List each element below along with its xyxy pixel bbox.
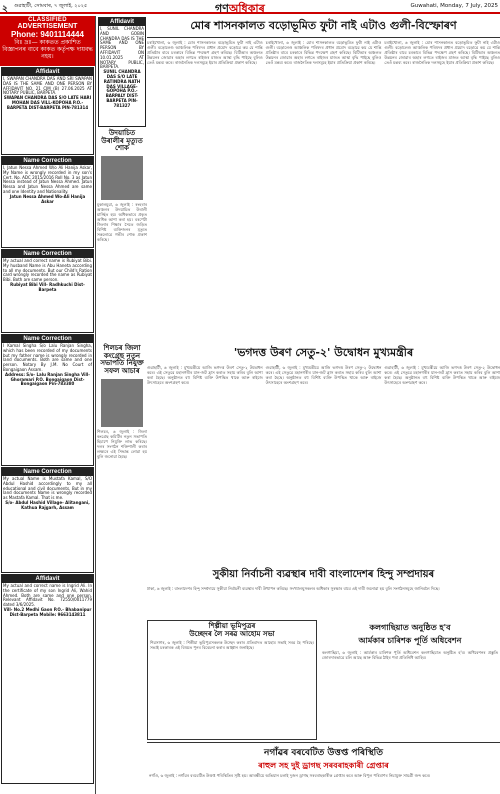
second-column [97, 16, 147, 579]
bangladesh-headline[interactable]: সুকীয়া নিৰ্বাচনী ব্যৱস্থাৰ দাবী বাংলাদেশৰ হিন্দু সম্প্ৰদায়ৰ [212, 569, 435, 580]
notice-box: Name Correction I Kamal Singha S/o Lalu Ranjan Singha, which has been recorded of my documents but my father name is wrongly recorded in land documents. Both are same and one person. Notary By J.M. No Court of Bongaigaon Assam. Address: S/o- Lalu Ranjan Singha Vill- Ghoramari P.O. Bongaigaon Dist-Bongaigaon Pin-783380 [1, 334, 94, 466]
date-left: গুৱাহাটী, সোমবাৰ, ৭ জুলাই, ২০২৫ [14, 3, 88, 9]
meeting-text: শিলচৰ, ৬ জুলাই : জিলা কংগ্ৰেছ কমিটিৰ নতুন সভাপতি হিচাপে নিযুক্তি লাভ কৰিছে। দলৰ সংগঠন শক্তিশালী কৰাৰ লক্ষ্যৰে এই সিদ্ধান্ত লোৱা হয় বুলি জনোৱা হৈছে। [97, 428, 147, 459]
newspaper-logo[interactable]: গণঅধিকাৰ [215, 3, 265, 15]
lead-headline[interactable]: মোৰ শাসনকালত বড়োভূমিত ফুটা নাই এটাও গুলী-বিস্ফোৰণ [147, 16, 500, 38]
classified-header: CLASSIFIED ADVERTISEMENT Phone: 9401114444 বিঃ দ্ৰঃ— কাকতত প্ৰকাশিত বিজ্ঞাপনৰ বাবে কাকত কৰ্তৃপক্ষ দায়বদ্ধ নহয়। [0, 16, 95, 66]
meeting-photo [101, 379, 143, 427]
classified-phone[interactable]: Phone: 9401114444 [11, 30, 84, 39]
notice-box: Affidavit I, SWAPAN CHANDRA DAS AND SRI SWAPAN DAS IS THE SAME AND ONE PERSON BY AFFIDAVIT NO. 21 CJM (B) 27.06.2025 AT NOTARY PUBLIC, BARPETA. SWAPAN CHANDRA DAS S/O LATE HARI MOHAN DAS VILL-KOPOHA P.O.-BARPETA DIST-BARPETA PIN-781314 [1, 67, 94, 155]
ahom-sabha-section: শিল্পীয়া ভূমিপুত্ৰৰ উচ্ছেদৰ লৈ সৰৱ আহোম সভা শিৱসাগৰ, ৬ জুলাই : শিল্পীয়া ভূমিপুত্ৰসকলক উচ্ছেদ কৰাৰ প্ৰতিবাদত আহোম সভাই সৰৱ হৈ পৰিছে। সভাই চৰকাৰক এই বিষয়ত পুনৰ বিবেচনা কৰাৰ আহ্বান জনাইছে। [147, 620, 317, 740]
obituary-photo [101, 156, 143, 200]
notice-box: Name Correction My actual and correct name is Rubiyat Bibi. My husband Name is Abu Haneta according to all my documents. But our Child's Ration card wrongly recorded the name as Rubiyat Bibi. Both are same person. Rubiyat Bibi Vill- Radhkuchi Dist- Barpeta [1, 249, 94, 333]
bridge-story: গুৱাহাটী, ৬ জুলাই : মুখ্যমন্ত্ৰীয়ে আজি ভগদত্ত উৰণ সেতু-২ উদ্বোধন কৰে। এই সেতুৱে মহানগৰীৰ যান-জট হ্ৰাস কৰাত সহায় কৰিব বুলি আশা কৰা হৈছে। অনুষ্ঠানত বহু বিশিষ্ট ব্যক্তি উপস্থিত থাকে আৰু ৰাইজে উৎসাহেৰে অংশগ্ৰহণ কৰে। গুৱাহাটী, ৬ জুলাই : মুখ্যমন্ত্ৰীয়ে আজি ভগদত্ত উৰণ সেতু-২ উদ্বোধন কৰে। এই সেতুৱে মহানগৰীৰ যান-জট হ্ৰাস কৰাত সহায় কৰিব বুলি আশা কৰা হৈছে। অনুষ্ঠানত বহু বিশিষ্ট ব্যক্তি উপস্থিত থাকে আৰু ৰাইজে উৎসাহেৰে অংশগ্ৰহণ কৰে। গুৱাহাটী, ৬ জুলাই : মুখ্যমন্ত্ৰীয়ে আজি ভগদত্ত উৰণ সেতু-২ উদ্বোধন কৰে। এই সেতুৱে মহানগৰীৰ যান-জট হ্ৰাস কৰাত সহায় কৰিব বুলি আশা কৰা হৈছে। অনুষ্ঠানত বহু বিশিষ্ট ব্যক্তি উপস্থিত থাকে আৰু ৰাইজে উৎসাহেৰে অংশগ্ৰহণ কৰে। [147, 365, 500, 385]
obituary-headline[interactable]: উদয়াচিত উৰালীৰ মৃত্যুত শোক [101, 129, 143, 153]
main-news-area [147, 16, 500, 616]
classified-column [0, 16, 96, 794]
lead-story: চৰাইখোলা, ৬ জুলাই : মোৰ শাসনকালত বড়োভূমিত ফুটা নাই এটাও গুলী। বড়োলেণ্ড আঞ্চলিক পৰিষদৰ প্ৰধান প্ৰমোদ বড়োৱে কয় যে শান্তি প্ৰতিষ্ঠাৰ বাবে চৰকাৰে বিভিন্ন পদক্ষেপ গ্ৰহণ কৰিছে। বিটিআৰ অঞ্চলত উন্নয়নৰ জোৱাৰ অহাৰ লগতে ৰাইজৰ মাজত আস্থা বৃদ্ধি পাইছে বুলিও তেওঁ মন্তব্য কৰে। ৰাজনৈতিক দলসমূহে ইয়াৰ প্ৰতিক্ৰিয়া প্ৰকাশ কৰিছে। চৰাইখোলা, ৬ জুলাই : মোৰ শাসনকালত বড়োভূমিত ফুটা নাই এটাও গুলী। বড়োলেণ্ড আঞ্চলিক পৰিষদৰ প্ৰধান প্ৰমোদ বড়োৱে কয় যে শান্তি প্ৰতিষ্ঠাৰ বাবে চৰকাৰে বিভিন্ন পদক্ষেপ গ্ৰহণ কৰিছে। বিটিআৰ অঞ্চলত উন্নয়নৰ জোৱাৰ অহাৰ লগতে ৰাইজৰ মাজত আস্থা বৃদ্ধি পাইছে বুলিও তেওঁ মন্তব্য কৰে। ৰাজনৈতিক দলসমূহে ইয়াৰ প্ৰতিক্ৰিয়া প্ৰকাশ কৰিছে। চৰাইখোলা, ৬ জুলাই : মোৰ শাসনকালত বড়োভূমিত ফুটা নাই এটাও গুলী। বড়োলেণ্ড আঞ্চলিক পৰিষদৰ প্ৰধান প্ৰমোদ বড়োৱে কয় যে শান্তি প্ৰতিষ্ঠাৰ বাবে চৰকাৰে বিভিন্ন পদক্ষেপ গ্ৰহণ কৰিছে। বিটিআৰ অঞ্চলত উন্নয়নৰ জোৱাৰ অহাৰ লগতে ৰাইজৰ মাজত আস্থা বৃদ্ধি পাইছে বুলিও তেওঁ মন্তব্য কৰে। ৰাজনৈতিক দলসমূহে ইয়াৰ প্ৰতিক্ৰিয়া প্ৰকাশ কৰিছে। [147, 40, 500, 65]
obituary-text: মুকালমুৱা, ৬ জুলাই : ৰংহৰাৰ অঞ্চলৰ উদয়াচিত উৰালী মাৰ্চ্ছিত হয়। অধিকভাবে প্ৰকৃত অধিক আশা কৰা হয়। বৰপেটা জিলাৰ শিক্ষাৰ সৈতে জড়িত বিশিষ্ট ব্যক্তিজনৰ মৃত্যুত সকলোৱে গভীৰ শোক প্ৰকাশ কৰিছে। [97, 202, 147, 243]
date-right: Guwahati, Monday, 7 July, 2025 [410, 3, 498, 9]
notice-box: Affidavit I, SUNIL CHANDRA AND GOBIN CHANDRA DAS IS THE SAME AND ONE PERSON BY AFFIDAVIT ON 10.01.2025 AT NOTARY PUBLIC, BARPETA. SUNIL CHANDRA DAS S/O LATE RATINDRA NATH DAS VILLAGE- GOPOHA P.O.- BARPALY DIST-BARPETA PIN-781327 [98, 17, 146, 127]
meeting-headline[interactable]: শিলচৰ জিলা কংগ্ৰেছ নতুন সভাপতি নিযুক্ত সফল আচাৰ [100, 344, 144, 376]
notice-box: Affidavit My actual and correct name is Ingrid Ali. In the certificate of my son Ingrid Ali, Wahid Ahmed. Both are same and one person. Relevant Affidavit No. 72550/0011779 dated 3/6/2025. Vill- No.2 Medhi Gaon P.O.- Bhabanipur Dist-Barpeta Mobile: 9663143811 [1, 574, 94, 784]
bangladesh-story: ঢাকা, ৬ জুলাই : বাংলাদেশৰ হিন্দু সম্প্ৰদায়ে সুকীয়া নিৰ্বাচনী ব্যৱস্থাৰ দাবী উত্থাপন কৰিছে। সংখ্যালঘুসকলৰ অধিকাৰ সুৰক্ষাৰ বাবে এই দাবী জনোৱা হয় বুলি সংগঠনসমূহে জানিবলৈ দিছে। [147, 586, 440, 591]
page-number: ২ [2, 3, 8, 13]
notice-box: Name Correction My actual Name is Mustafa Kamal, S/O Abdul Hashid accordingly to my all educational and civil documents. But in my land documents Name is wrongly recorded as Mastafa Kamal. That is me. S/o- Abdul Hashid Village- Alitangani, Kathua Rajgarh, Assam [1, 467, 94, 573]
masthead [0, 0, 500, 14]
notice-box: Name Correction I, Jatun Nessa Ahmed W/o Ali Hanija Askar, My Name is wrongly recorded in my son's Cert. No. ADC 2015/2016 Roll No. 3 as Jatun Nessa instead of Jatun Nessa Ahmed. Jatun Nessa and Jatun Nessa Ahmed are same and one Identity and Nationality. Jatun Nessa Ahmed Wo-Ali Hanija Askar [1, 156, 94, 248]
session-section: কলগাছিয়াত অনুষ্ঠিত হ'ব আৰ্মকাৰ চাৰিশক পূৰ্তি অধিবেশন কলগাছিয়া, ৬ জুলাই : আৰ্মকাৰ চাৰিশক পূৰ্তি অধিবেশন কলগাছিয়াত অনুষ্ঠিত হ'ব। অধিবেশনৰ প্ৰস্তুতি জোৰদাৰভাৱে চলি আছে আৰু বিভিন্ন ঠাইৰ পৰা প্ৰতিনিধি আহিব। [322, 623, 498, 660]
bridge-headline[interactable]: 'ভগদত্ত উৰণ সেতু-২' উদ্বোধন মুখ্যমন্ত্ৰীৰ [233, 346, 414, 359]
nagaon-section: নগাঁৱৰ বৰবেটিত উত্তপ্ত পৰিস্থিতি ৰাহুল সহ দুই ড্ৰাগছ সৰবৰাহকাৰী গ্ৰেপ্তাৰ নগাঁও, ৬ জুলাই : নগাঁৱৰ বৰবেটিত উত্তপ্ত পৰিস্থিতিৰ সৃষ্টি হয়। আৰক্ষীয়ে অভিযান চলাই দুজন ড্ৰাগছ সৰবৰাহকাৰীক গ্ৰেপ্তাৰ কৰে আৰু বিপুল পৰিমাণৰ নিচাযুক্ত সামগ্ৰী জব্দ কৰে। [147, 742, 500, 794]
